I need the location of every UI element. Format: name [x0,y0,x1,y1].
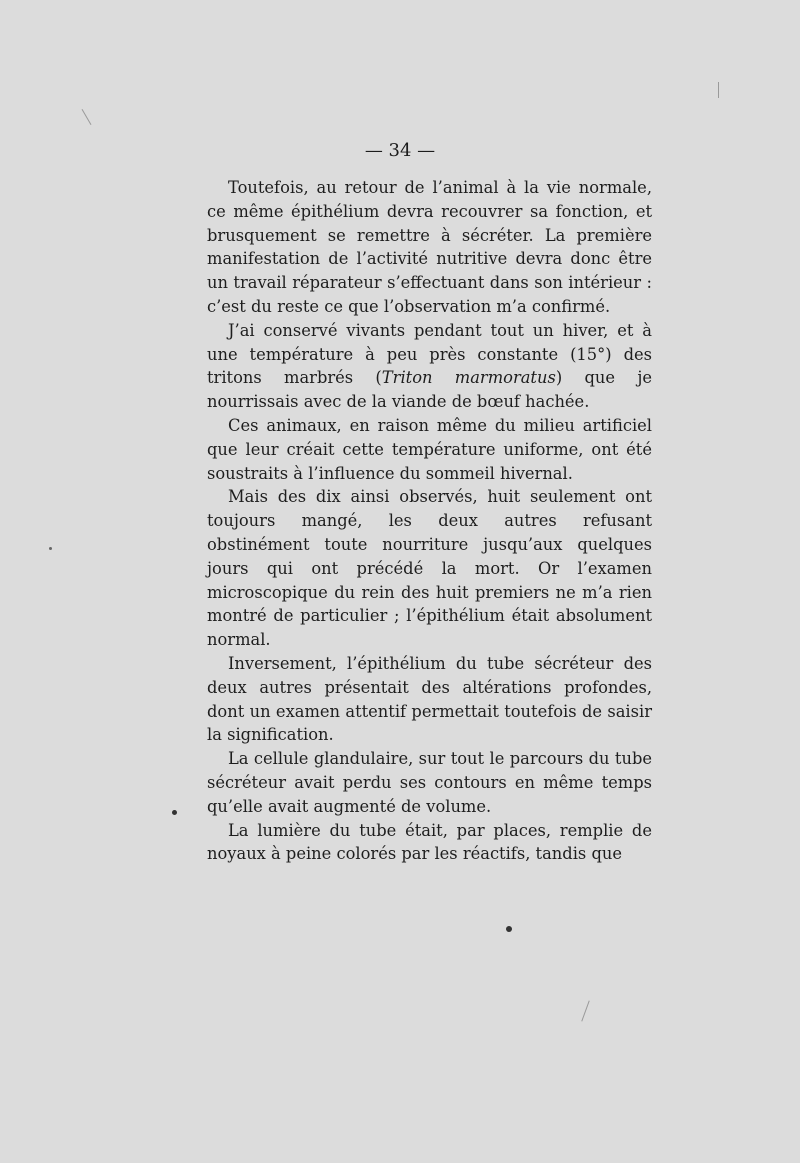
paragraph-1: Toutefois, au retour de l’animal à la vie normale, ce même épithélium devra recouvrer sa fonction, et brusquement se remettre à sécréter. La première manifestation de l’activité nutritive devra donc être un travail réparateur s’effectuant dans son intérieur : c’est du reste ce que l’observation m’a confirmé. [207,178,652,316]
species-name: Triton marmoratus [381,368,556,388]
paragraph-3: Ces animaux, en raison même du milieu artificiel que leur créait cette température uniforme, ont été soustraits à l’influence du sommeil hivernal. [207,415,652,483]
paragraph-6: La cellule glandulaire, sur tout le parcours du tube sécréteur avait perdu ses contours en même temps qu’elle avait augmenté de volume. [207,749,652,816]
paper-mark [718,82,719,98]
paragraph-5: Inversement, l’épithélium du tube sécréteur des deux autres présentait des altérations profondes, dont un examen attentif permettait toutefois de saisir la signification. [207,653,652,745]
ink-speck [506,926,512,932]
page-number: — 34 — [364,140,436,161]
body-text [207,176,652,866]
paper-mark [581,1000,589,1021]
paragraph-4: Mais des dix ainsi observés, huit seulement ont toujours mangé, les deux autres refusant obstinément toute nourriture jusqu’aux quelques jours qui ont précédé la mort. Or l’examen microscopique du rein des huit premiers ne m’a rien montré de particulier ; l’épithélium était absolument normal. [207,487,652,650]
ink-speck [172,810,177,815]
paper-mark [82,109,92,125]
ink-speck [49,547,52,550]
paragraph-2: J’ai conservé vivants pendant tout un hiver, et à une température à peu près constante (15°) des tritons marbrés (Triton marmoratus) que je nourrissais avec de la viande de bœuf hachée. [207,320,653,412]
paragraph-7: La lumière du tube était, par places, remplie de noyaux à peine colorés par les réactifs, tandis que [207,820,652,864]
